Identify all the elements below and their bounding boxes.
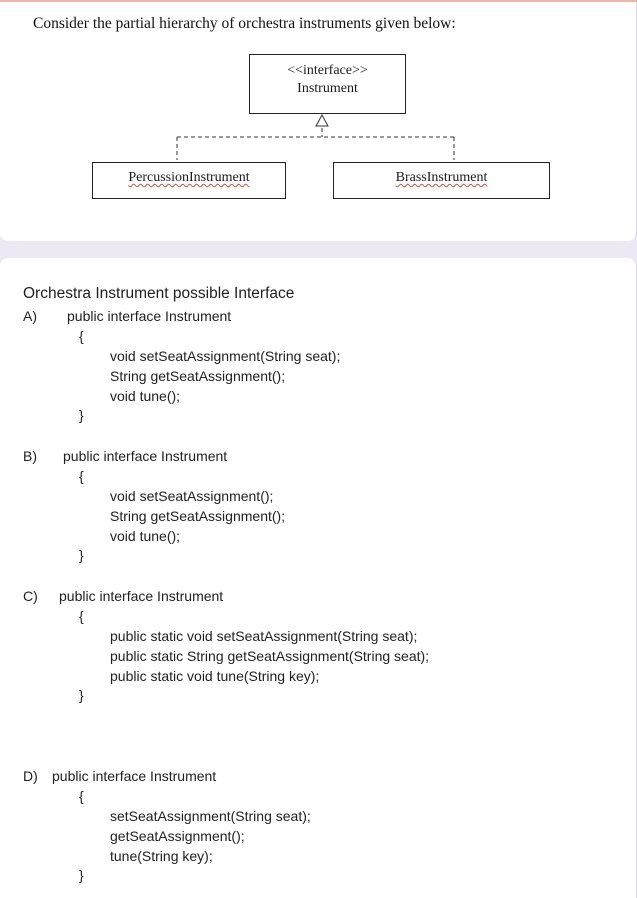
option-c-open-brace: { <box>79 608 84 624</box>
option-c-letter: C) <box>23 588 38 604</box>
option-d-letter: D) <box>23 768 38 784</box>
option-a-declaration: public interface Instrument <box>67 308 232 324</box>
option-c-method: public static void tune(String key); <box>110 668 320 684</box>
option-b-open-brace: { <box>79 468 84 484</box>
option-a-close-brace: } <box>79 407 84 423</box>
uml-interface-box <box>249 54 406 114</box>
realization-arrow-icon <box>316 115 328 126</box>
class-name-percussion: PercussionInstrument <box>128 170 250 185</box>
interface-stereotype: <<interface>> <box>287 63 368 78</box>
class-name-brass: BrassInstrument <box>395 170 488 185</box>
option-b-close-brace: } <box>79 547 84 563</box>
option-a-open-brace: { <box>79 328 84 344</box>
option-a-method: void setSeatAssignment(String seat); <box>110 348 341 364</box>
interface-name: Instrument <box>297 81 358 96</box>
question-prompt: Consider the partial hierarchy of orchestra instruments given below: <box>33 15 456 32</box>
option-d-close-brace: } <box>79 867 84 883</box>
option-a-method: String getSeatAssignment(); <box>110 368 286 384</box>
option-c-method: public static void setSeatAssignment(String seat); <box>110 628 418 644</box>
option-d-method: setSeatAssignment(String seat); <box>110 808 311 824</box>
option-c-method: public static String getSeatAssignment(String seat); <box>110 648 430 664</box>
option-d-method: tune(String key); <box>110 848 213 864</box>
uml-class-brass <box>333 162 550 199</box>
option-a-method: void tune(); <box>110 388 181 404</box>
option-b-method: String getSeatAssignment(); <box>110 508 286 524</box>
option-d-declaration: public interface Instrument <box>52 768 217 784</box>
uml-class-percussion <box>92 162 286 199</box>
option-b-method: void setSeatAssignment(); <box>110 488 274 504</box>
option-d-open-brace: { <box>79 788 84 804</box>
option-d-method: getSeatAssignment(); <box>110 828 245 844</box>
option-b-declaration: public interface Instrument <box>63 448 228 464</box>
option-c-declaration: public interface Instrument <box>59 588 224 604</box>
option-c-close-brace: } <box>79 687 84 703</box>
question-title: Orchestra Instrument possible Interface <box>23 285 295 302</box>
option-a-letter: A) <box>23 308 37 324</box>
uml-connectors <box>0 2 636 241</box>
option-b-method: void tune(); <box>110 528 181 544</box>
prompt-card <box>0 2 637 241</box>
option-b-letter: B) <box>23 448 37 464</box>
